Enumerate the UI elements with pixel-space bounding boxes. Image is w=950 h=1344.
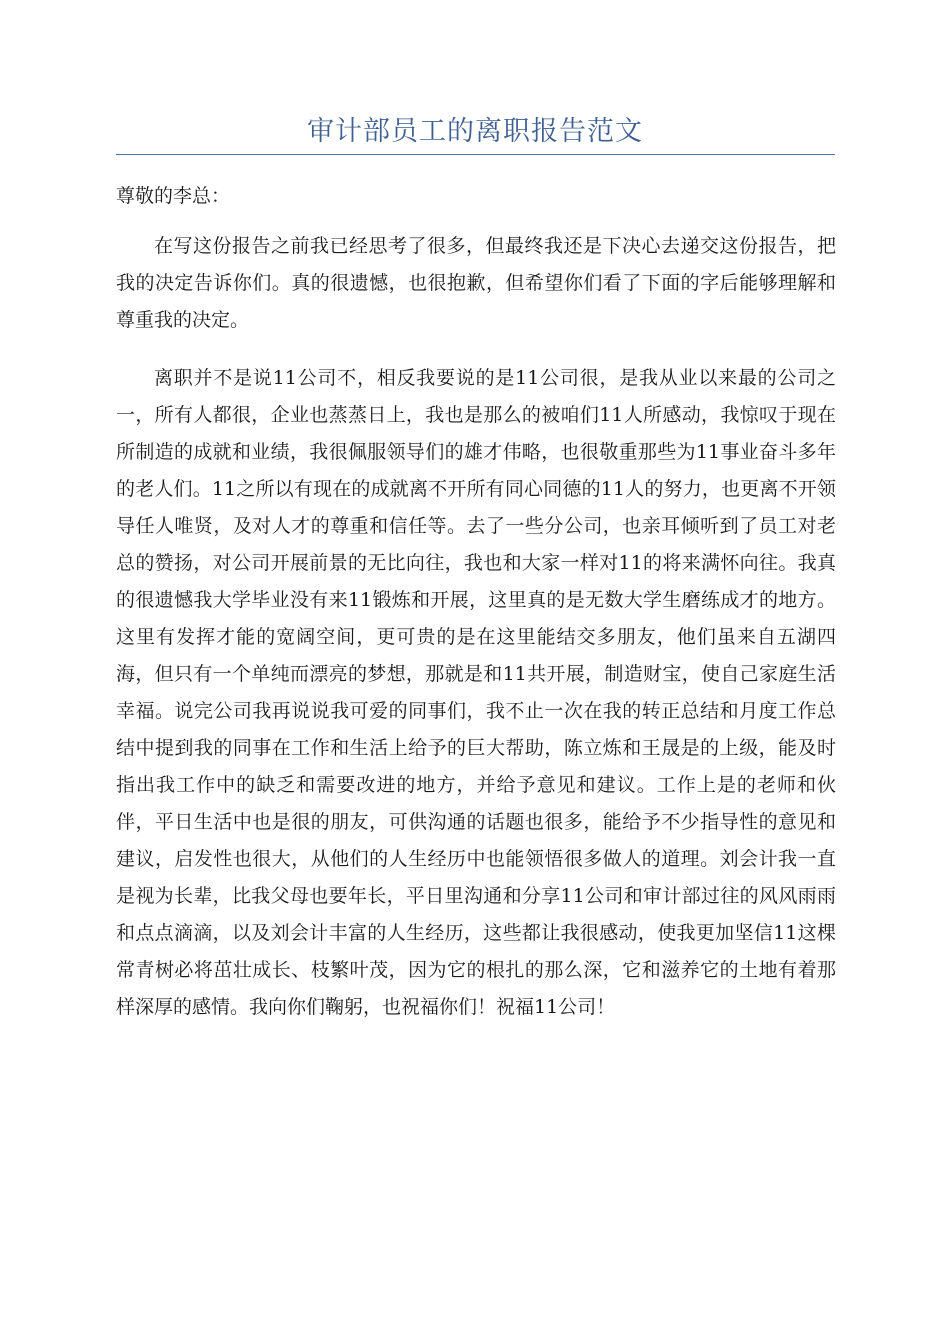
salutation: 尊敬的李总： [116,185,231,207]
document-title: 审计部员工的离职报告范文 [307,116,643,147]
title-underline [116,154,835,155]
paragraph-1: 在写这份报告之前我已经思考了很多，但最终我还是下决心去递交这份报告，把我的决定告诉你们。真的很遗憾，也很抱歉，但希望你们看了下面的字后能够理解和尊重我的决定。 [116,235,836,331]
paragraph-2: 离职并不是说11公司不，相反我要说的是11公司很，是我从业以来最的公司之一，所有人都很，企业也蒸蒸日上，我也是那么的被咱们11人所感动，我惊叹于现在所制造的成就和业绩，我很佩服领导们的雄才伟略，也很敬重那些为11事业奋斗多年的老人们。11之所以有现在的成就离不开所有同心同德的11人的努力，也更离不开领导任人唯贤，及对人才的尊重和信任等。去了一些分公司，也亲耳倾听到了员工对老总的赞扬，对公司开展前景的无比向往，我也和大家一样对11的将来满怀向往。我真的很遗憾我大学毕业没有来11锻炼和开展，这里真的是无数大学生磨练成才的地方。这里有发挥才能的宽阔空间，更可贵的是在这里能结交多朋友，他们虽来自五湖四海，但只有一个单纯而漂亮的梦想，那就是和11共开展，制造财宝，使自己家庭生活幸福。说完公司我再说说我可爱的同事们，我不止一次在我的转正总结和月度工作总结中提到我的同事在工作和生活上给予的巨大帮助，陈立炼和王晟是的上级，能及时指出我工作中的缺乏和需要改进的地方，并给予意见和建议。工作上是的老师和伙伴，平日生活中也是很的朋友，可供沟通的话题也很多，能给予不少指导性的意见和建议，启发性也很大，从他们的人生经历中也能领悟很多做人的道理。刘会计我一直是视为长辈，比我父母也要年长，平日里沟通和分享11公司和审计部过往的风风雨雨和点点滴滴，以及刘会计丰富的人生经历，这些都让我很感动，使我更加坚信11这棵常青树必将茁壮成长、枝繁叶茂，因为它的根扎的那么深，它和滋养它的土地有着那样深厚的感情。我向你们鞠躬，也祝福你们！祝福11公司！ [116,367,836,1018]
